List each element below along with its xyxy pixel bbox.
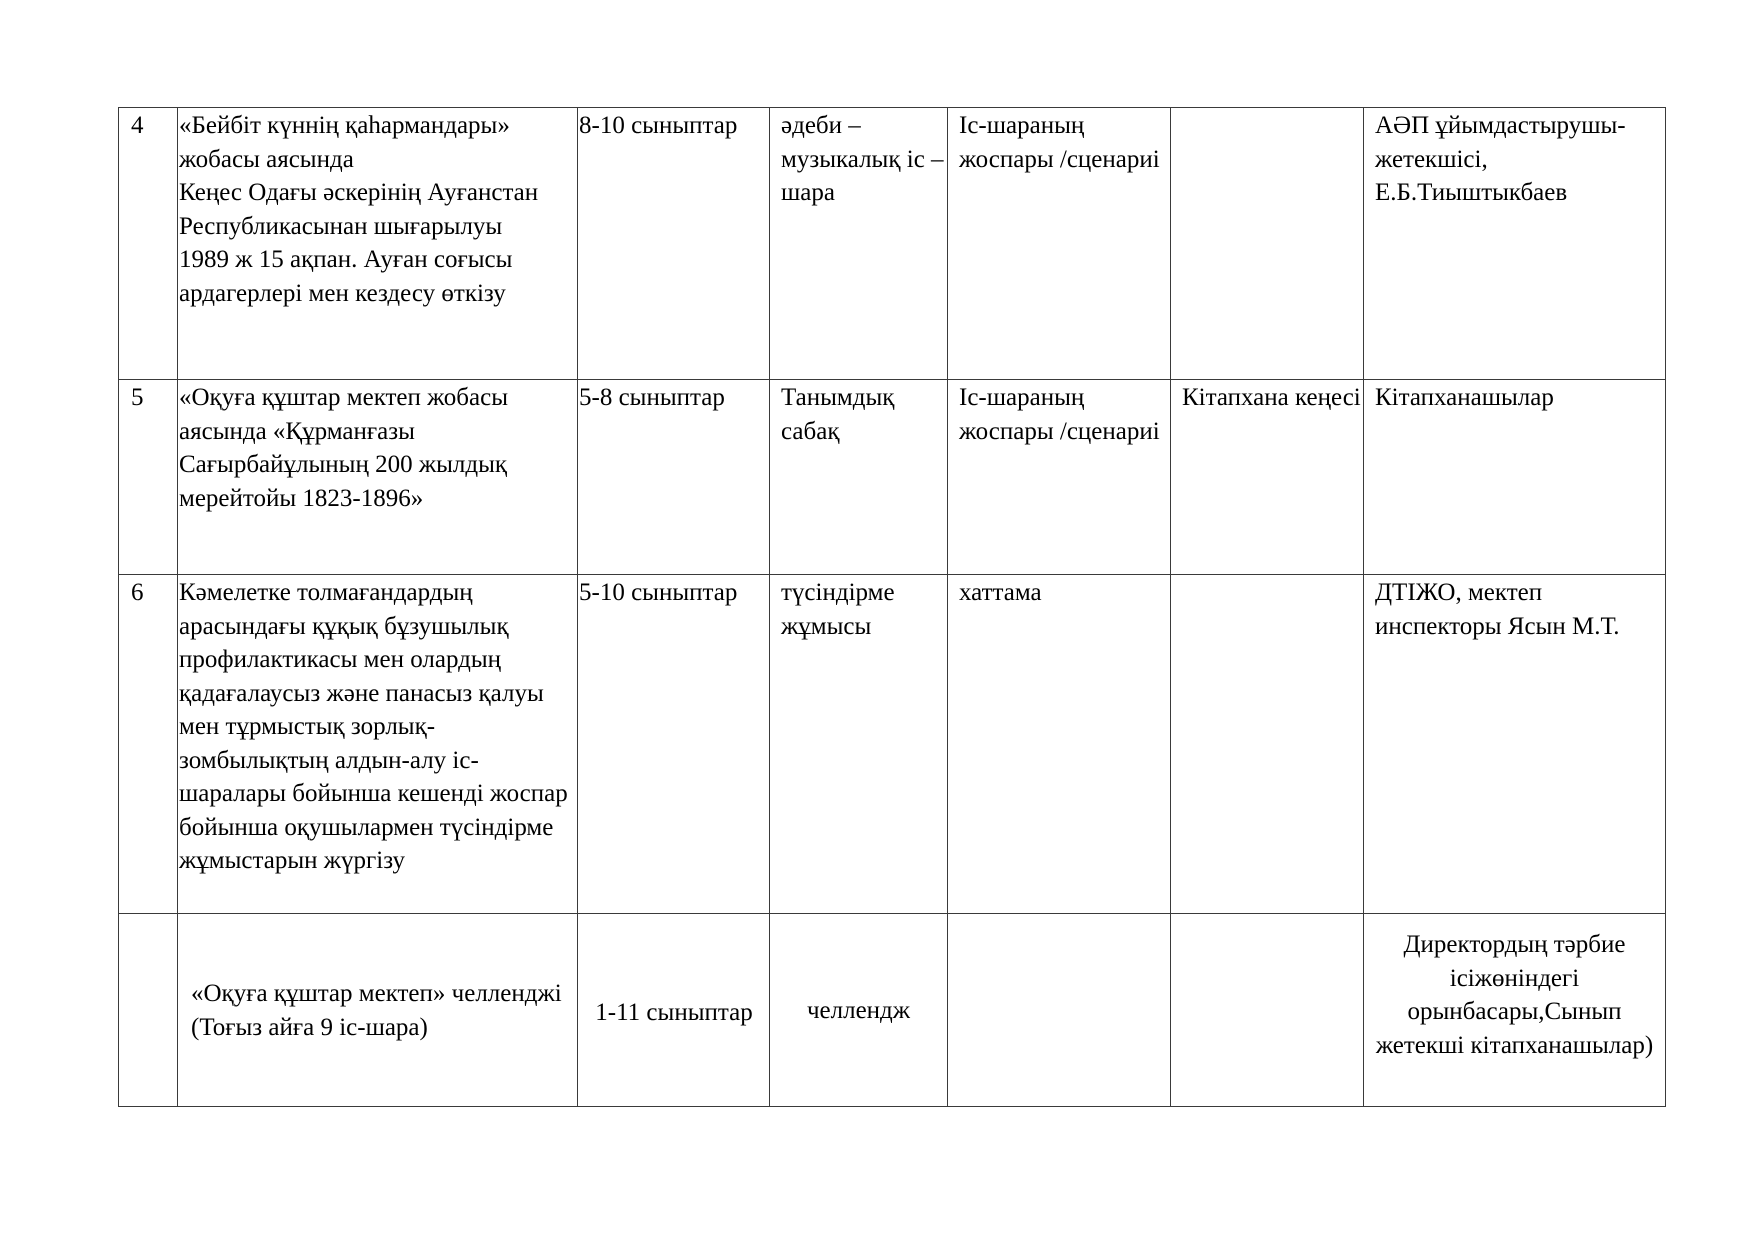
classes-cell: 8-10 сыныптар	[578, 108, 770, 380]
event-form-cell: түсіндірме жұмысы	[770, 575, 948, 914]
presentation-cell	[1171, 108, 1364, 380]
event-form-cell: Танымдық сабақ	[770, 380, 948, 575]
document-cell: Іс-шараның жоспары /сценариі	[948, 108, 1171, 380]
row-number-cell: 4	[119, 108, 178, 380]
row-number-cell: 5	[119, 380, 178, 575]
presentation-cell	[1171, 575, 1364, 914]
event-form-cell: әдеби – музыкалық іс – шара	[770, 108, 948, 380]
table-row	[119, 380, 1666, 575]
event-name-cell: «Оқуға құштар мектеп жобасы аясында «Құрманғазы Сағырбайұлының 200 жылдық мерейтойы 1823-1896»	[178, 380, 578, 575]
event-name-cell: «Оқуға құштар мектеп» челленджі (Тоғыз айға 9 іс-шара)	[178, 914, 578, 1107]
responsible-cell: Директордың тәрбие ісіжөніндегі орынбасары,Сынып жетекші кітапханашылар)	[1364, 914, 1666, 1107]
responsible-cell: ДТІЖО, мектеп инспекторы Ясын М.Т.	[1364, 575, 1666, 914]
document-cell	[948, 914, 1171, 1107]
table-row	[119, 108, 1666, 380]
row-number-cell: 6	[119, 575, 178, 914]
classes-cell: 5-8 сыныптар	[578, 380, 770, 575]
event-name-cell: «Бейбіт күннің қаһармандары» жобасы аясында Кеңес Одағы әскерінің Ауғанстан Республикасынан шығарылуы 1989 ж 15 ақпан. Ауған соғысы ардагерлері мен кездесу өткізу	[178, 108, 578, 380]
responsible-cell: Кітапханашылар	[1364, 380, 1666, 575]
responsible-cell: АӘП ұйымдастырушы-жетекшісі, Е.Б.Тиыштыкбаев	[1364, 108, 1666, 380]
presentation-cell	[1171, 914, 1364, 1107]
table-row	[119, 914, 1666, 1107]
table-row	[119, 575, 1666, 914]
presentation-cell: Кітапхана кеңесі	[1171, 380, 1364, 575]
events-plan-table	[118, 107, 1666, 1107]
classes-cell: 1-11 сыныптар	[578, 914, 770, 1107]
classes-cell: 5-10 сыныптар	[578, 575, 770, 914]
document-cell: Іс-шараның жоспары /сценариі	[948, 380, 1171, 575]
document-cell: хаттама	[948, 575, 1171, 914]
row-number-cell	[119, 914, 178, 1107]
event-form-cell: челлендж	[770, 914, 948, 1107]
event-name-cell: Кәмелетке толмағандардың арасындағы құқық бұзушылық профилактикасы мен олардың қадағалаусыз және панасыз қалуы мен тұрмыстық зорлық-зомбылықтың алдын-алу іс-шаралары бойынша кешенді жоспар бойынша оқушылармен түсіндірме жұмыстарын жүргізу	[178, 575, 578, 914]
